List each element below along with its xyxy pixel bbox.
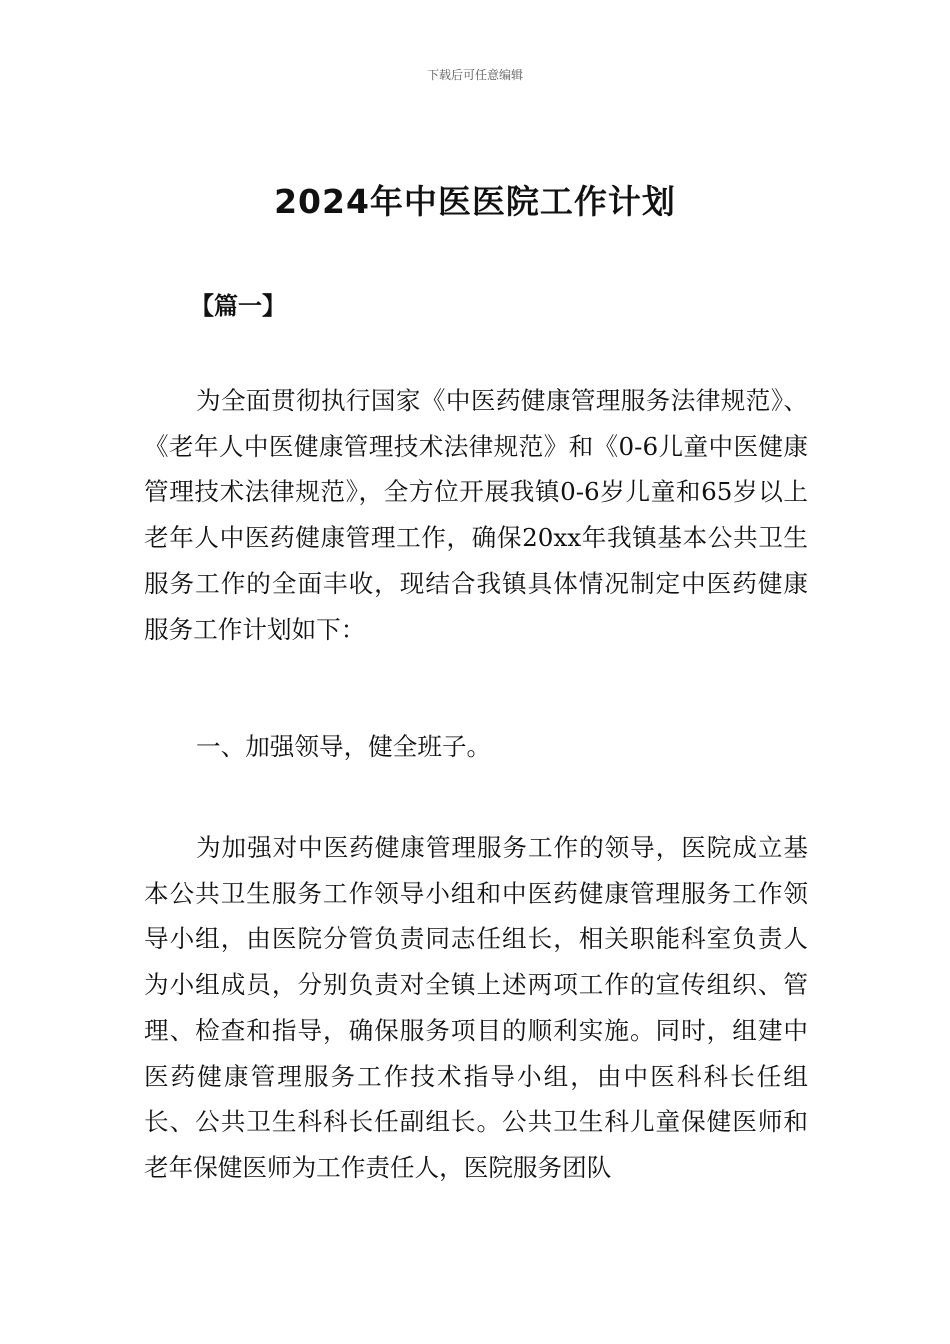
body-paragraph: 为加强对中医药健康管理服务工作的领导，医院成立基本公共卫生服务工作领导小组和中医药健康管理服务工作领导小组，由医院分管负责同志任组长，相关职能科室负责人为小组成员，分别负责对全镇上述两项工作的宣传组织、管理、检查和指导，确保服务项目的顺利实施。同时，组建中医药健康管理服务工作技术指导小组，由中医科科长任组长、公共卫生科科长任副组长。公共卫生科儿童保健医师和老年保健医师为工作责任人，医院服务团队 bbox=[144, 833, 808, 1182]
section-tag: 【篇一】 bbox=[190, 292, 286, 320]
header-note: 下载后可任意编辑 bbox=[426, 68, 523, 82]
document-title: 2024年中医医院工作计划 bbox=[274, 182, 676, 221]
section-heading: 一、加强领导，健全班子。 bbox=[196, 732, 492, 761]
intro-paragraph: 为全面贯彻执行国家《中医药健康管理服务法律规范》、《老年人中医健康管理技术法律规范》和《0-6儿童中医健康管理技术法律规范》，全方位开展我镇0-6岁儿童和65岁以上老年人中医药健康管理工作，确保20xx年我镇基本公共卫生服务工作的全面丰收，现结合我镇具体情况制定中医药健康服务工作计划如下： bbox=[144, 386, 808, 644]
